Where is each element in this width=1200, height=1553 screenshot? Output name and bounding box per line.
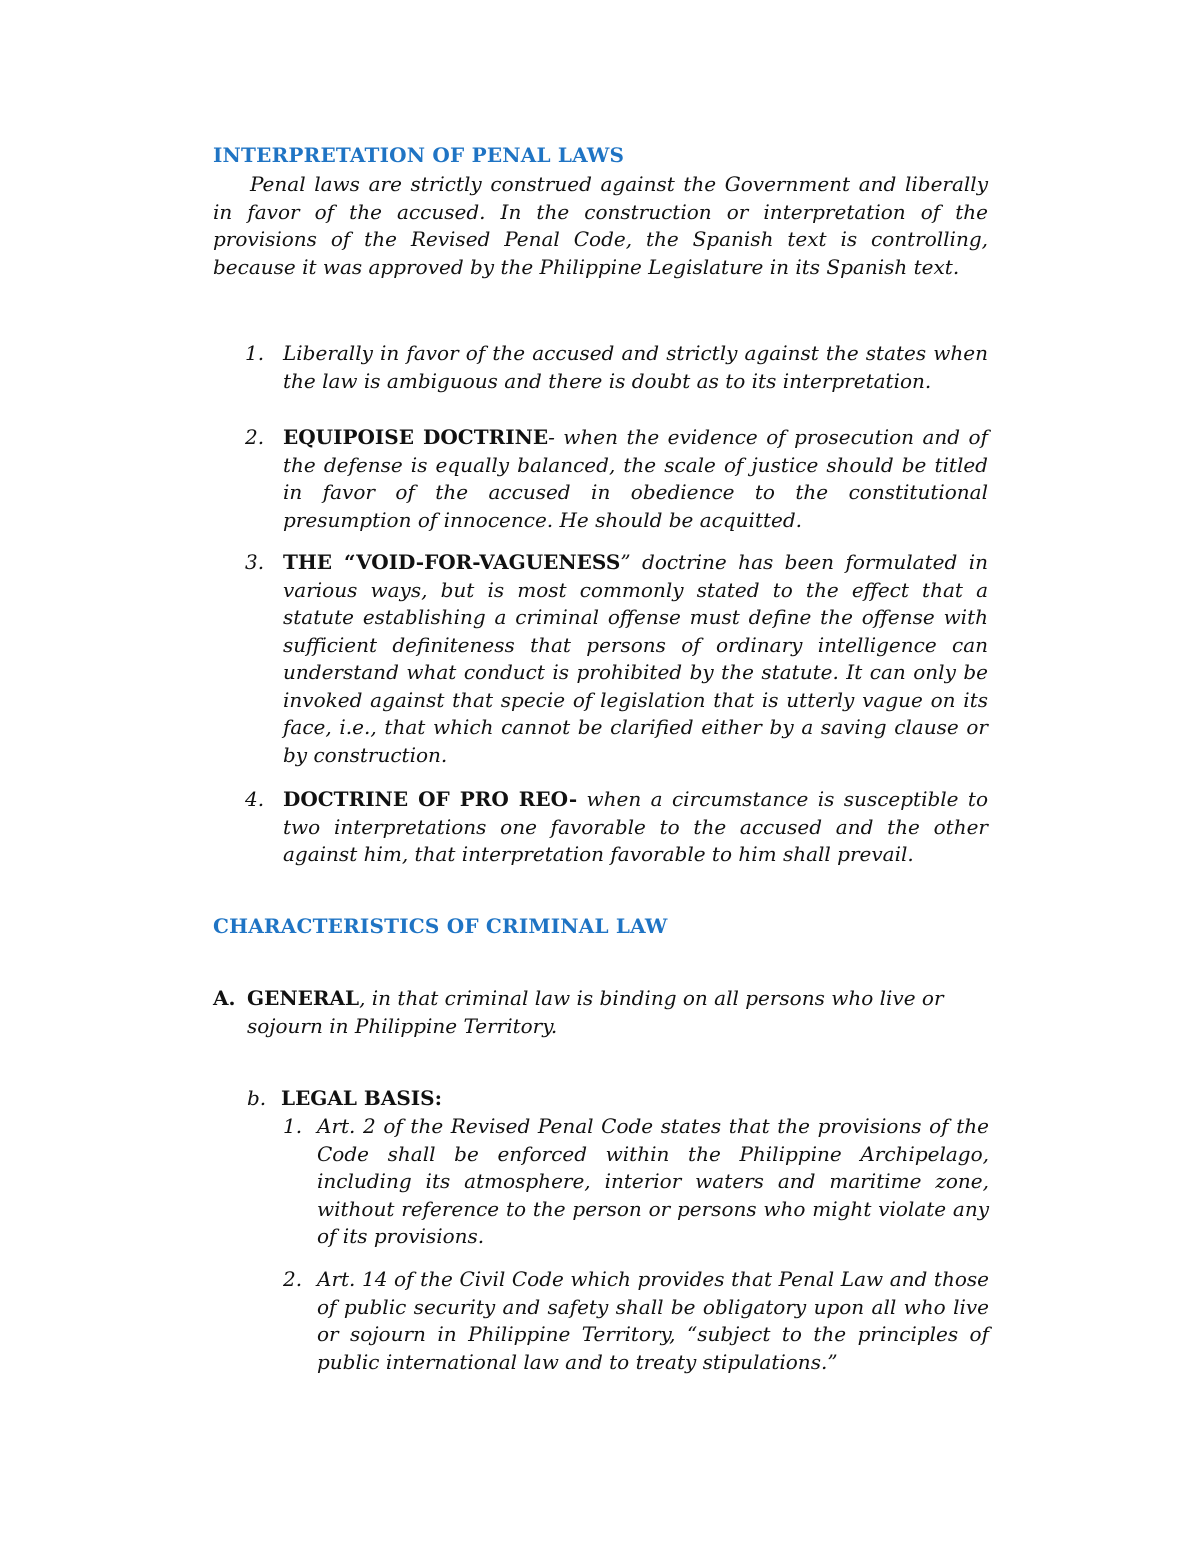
list-item-term: THE “VOID-FOR-VAGUENESS: [283, 550, 621, 574]
section-heading-characteristics: CHARACTERISTICS OF CRIMINAL LAW: [213, 914, 668, 938]
list-item-pro-reo: [283, 786, 988, 869]
basis-item-art2: Art. 2 of the Revised Penal Code states that the provisions of the Code shall be enforced within the Philippine Archipelago, including its atmosphere, interior waters and maritime zone, without reference to the person or persons who might violate any of its provisions.: [317, 1114, 989, 1248]
list-item-equipoise: [283, 424, 988, 534]
list-item-text: - when the evidence of prosecution and of the defense is equally balanced, the scale of justice should be titled in favor of the accused in obedience to the constitutional presumption of innocence. He should be acquitted.: [283, 425, 988, 532]
intro-paragraph: Penal laws are strictly construed against the Government and liberally in favor of the accused. In the construction or interpretation of the provisions of the Revised Penal Code, the Spanish text is controlling, because it was approved by the Philippine Legislature in its Spanish text.: [213, 172, 988, 279]
point-letter: b.: [247, 1086, 267, 1110]
point-general: [247, 985, 987, 1040]
list-number: 1.: [245, 341, 265, 365]
list-number: 4.: [245, 787, 265, 811]
basis-number: 2.: [283, 1267, 303, 1291]
point-letter: A.: [213, 986, 236, 1010]
section-heading-interpretation: INTERPRETATION OF PENAL LAWS: [213, 143, 625, 167]
basis-number: 1.: [283, 1114, 303, 1138]
point-text: , in that criminal law is binding on all persons who live or sojourn in Philippine Territory.: [247, 986, 944, 1038]
basis-item-art14: Art. 14 of the Civil Code which provides that Penal Law and those of public security and safety shall be obligatory upon all who live or sojourn in Philippine Territory, “subject to the principles of public international law and to treaty stipulations.”: [317, 1267, 989, 1374]
point-term: GENERAL: [247, 986, 360, 1010]
list-item-void-for-vagueness: [283, 549, 988, 769]
list-item-text: ” doctrine has been formulated in various ways, but is most commonly stated to the effect that a statute establishing a criminal offense must define the offense with sufficient definiteness that persons of ordinary intelligence can understand what conduct is prohibited by the statute. It can only be invoked against that specie of legislation that is utterly vague on its face, i.e., that which cannot be clarified either by a saving clause or by construction.: [283, 550, 988, 767]
list-item-term: EQUIPOISE DOCTRINE: [283, 425, 549, 449]
list-number: 2.: [245, 425, 265, 449]
list-item-liberally: [283, 340, 988, 395]
list-number: 3.: [245, 550, 265, 574]
list-item-text: when a circumstance is susceptible to two interpretations one favorable to the accused and the other against him, that interpretation favorable to him shall prevail.: [283, 787, 988, 866]
list-item-term: DOCTRINE OF PRO REO-: [283, 787, 578, 811]
list-item-text: Liberally in favor of the accused and strictly against the states when the law is ambiguous and there is doubt as to its interpretation.: [283, 341, 988, 393]
point-legal-basis: [281, 1085, 681, 1113]
point-term: LEGAL BASIS:: [281, 1086, 442, 1110]
